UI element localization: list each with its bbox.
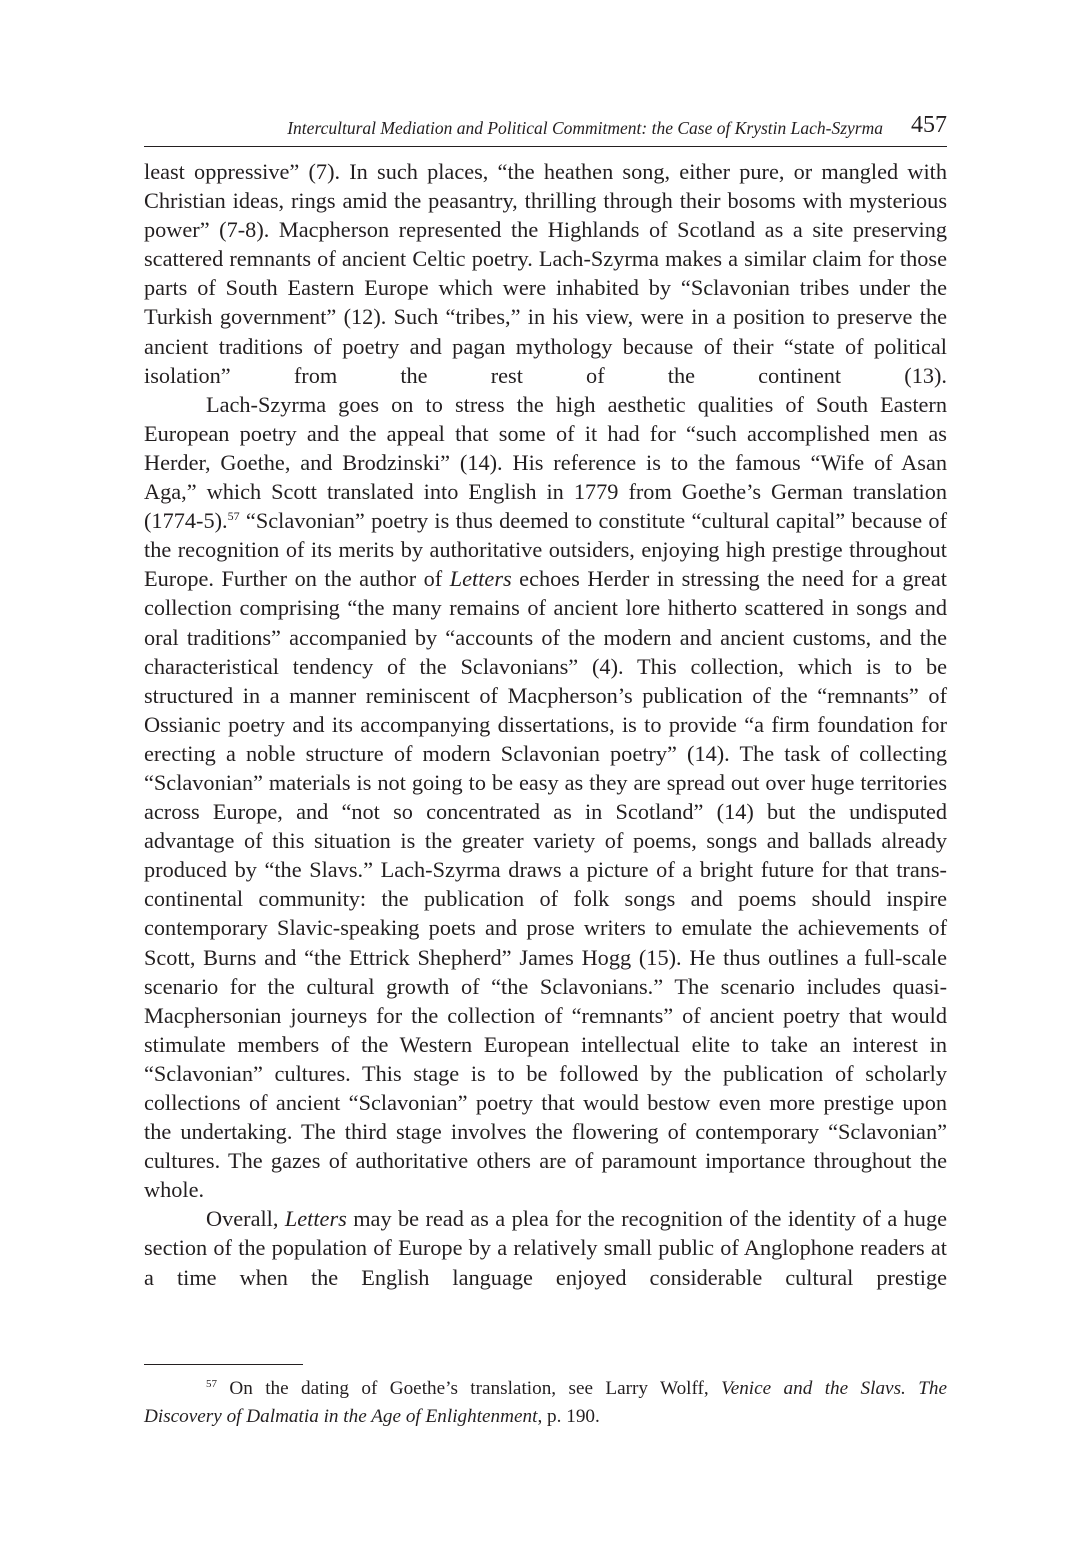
footnote-cited-title-a: Venice and the Slavs. The xyxy=(721,1378,947,1399)
paragraph-3-text-b: may be read as a plea for the recognition of the identity of a huge section of the population of Europe by a relatively small public of Anglophone readers at a time when the English language enjoyed considerable cultural prestige xyxy=(144,1206,947,1290)
book-title: Letters xyxy=(449,566,512,592)
paragraph-2-text-c: echoes Herder in stressing the need for a great collection comprising “the many remains of ancient lore hitherto scattered in songs and oral traditions” accompanied by “accounts of the modern and ancient customs, and the characteristical tendency of the Sclavonians” (4). This collection, which is to be structured in a manner reminiscent of Macpherson’s publication of the “remnants” of Ossianic poetry and its accompanying dissertations, is to provide “a firm foundation for erecting a noble structure of modern Sclavonian poetry” (14). The task of collecting “Sclavonian” materials is not going to be easy as they are spread out over huge territories across Europe, and “not so concentrated as in Scotland” (14) but the undisputed advantage of this situation is the greater variety of poems, songs and ballads already produced by “the Slavs.” Lach-Szyrma draws a picture of a bright future for that trans-continental community: the publication of folk songs and poems should inspire contemporary Slavic-speaking poets and prose writers to emulate the achievements of Scott, Burns and “the Ettrick Shepherd” James Hogg (15). He thus outlines a full-scale scenario for the cultural growth of “the Sclavonians.” The scenario includes quasi-Macphersonian journeys for the collection of “remnants” of ancient poetry that would stimulate members of the Western European intellectual elite to take an interest in “Sclavonian” cultures. This stage is to be followed by the publication of scholarly collections of ancient “Sclavonian” poetry that would bestow even more prestige upon the undertaking. The third stage involves the flowering of contemporary “Sclavonian” cultures. The gazes of authoritative others are of paramount importance throughout the whole. xyxy=(144,566,947,1203)
paragraph-3 xyxy=(144,1204,947,1291)
paragraph-1-text: least oppressive” (7). In such places, “the heathen song, either pure, or mangled with Christian ideas, rings amid the peasantry, thrilling through their bosoms with mysterious power” (7-8). Macpherson represented the Highlands of Scotland as a site preserving scattered remnants of ancient Celtic poetry. Lach-Szyrma makes a similar claim for those parts of South Eastern Europe which were inhabited by “Sclavonian tribes under the Turkish government” (12). Such “tribes,” in his view, were in a position to preserve the ancient traditions of poetry and pagan mythology because of their “state of political isolation” from the rest of the continent (13). xyxy=(144,159,947,388)
footnote-text-b: , p. 190. xyxy=(537,1406,600,1427)
footnote-line-1 xyxy=(144,1375,947,1403)
running-header xyxy=(144,112,947,147)
footnote-divider xyxy=(144,1364,303,1365)
page-number: 457 xyxy=(911,112,947,138)
footnote-cited-title-b: Discovery of Dalmatia in the Age of Enlightenment xyxy=(144,1406,538,1427)
paragraph-2 xyxy=(144,390,947,1205)
book-title: Letters xyxy=(284,1206,347,1232)
body-text xyxy=(144,157,947,1292)
footnote xyxy=(144,1375,947,1431)
paragraph-3-text-a: Overall, xyxy=(206,1206,285,1232)
footnote-text-a: On the dating of Goethe’s translation, see Larry Wolff, xyxy=(217,1378,722,1399)
paragraph-2-text-b: “Sclavonian” poetry is thus deemed to constitute “cultural capital” because of the recognition of its merits by authoritative outsiders, enjoying high prestige throughout Europe. Further on the author of xyxy=(144,508,947,592)
footnote-reference[interactable]: 57 xyxy=(227,509,240,524)
running-title: Intercultural Mediation and Political Commitment: the Case of Krystin Lach-Szyrma xyxy=(287,118,883,138)
footnote-number: 57 xyxy=(206,1378,217,1390)
paragraph-1 xyxy=(144,157,947,390)
footnote-line-2 xyxy=(144,1403,947,1431)
paragraph-2-text-a: Lach-Szyrma goes on to stress the high aesthetic qualities of South Eastern European poetry and the appeal that some of it had for “such accomplished men as Herder, Goethe, and Brodzinski” (14). His reference is to the famous “Wife of Asan Aga,” which Scott translated into English in 1779 from Goethe’s German translation (1774-5). xyxy=(144,391,947,534)
